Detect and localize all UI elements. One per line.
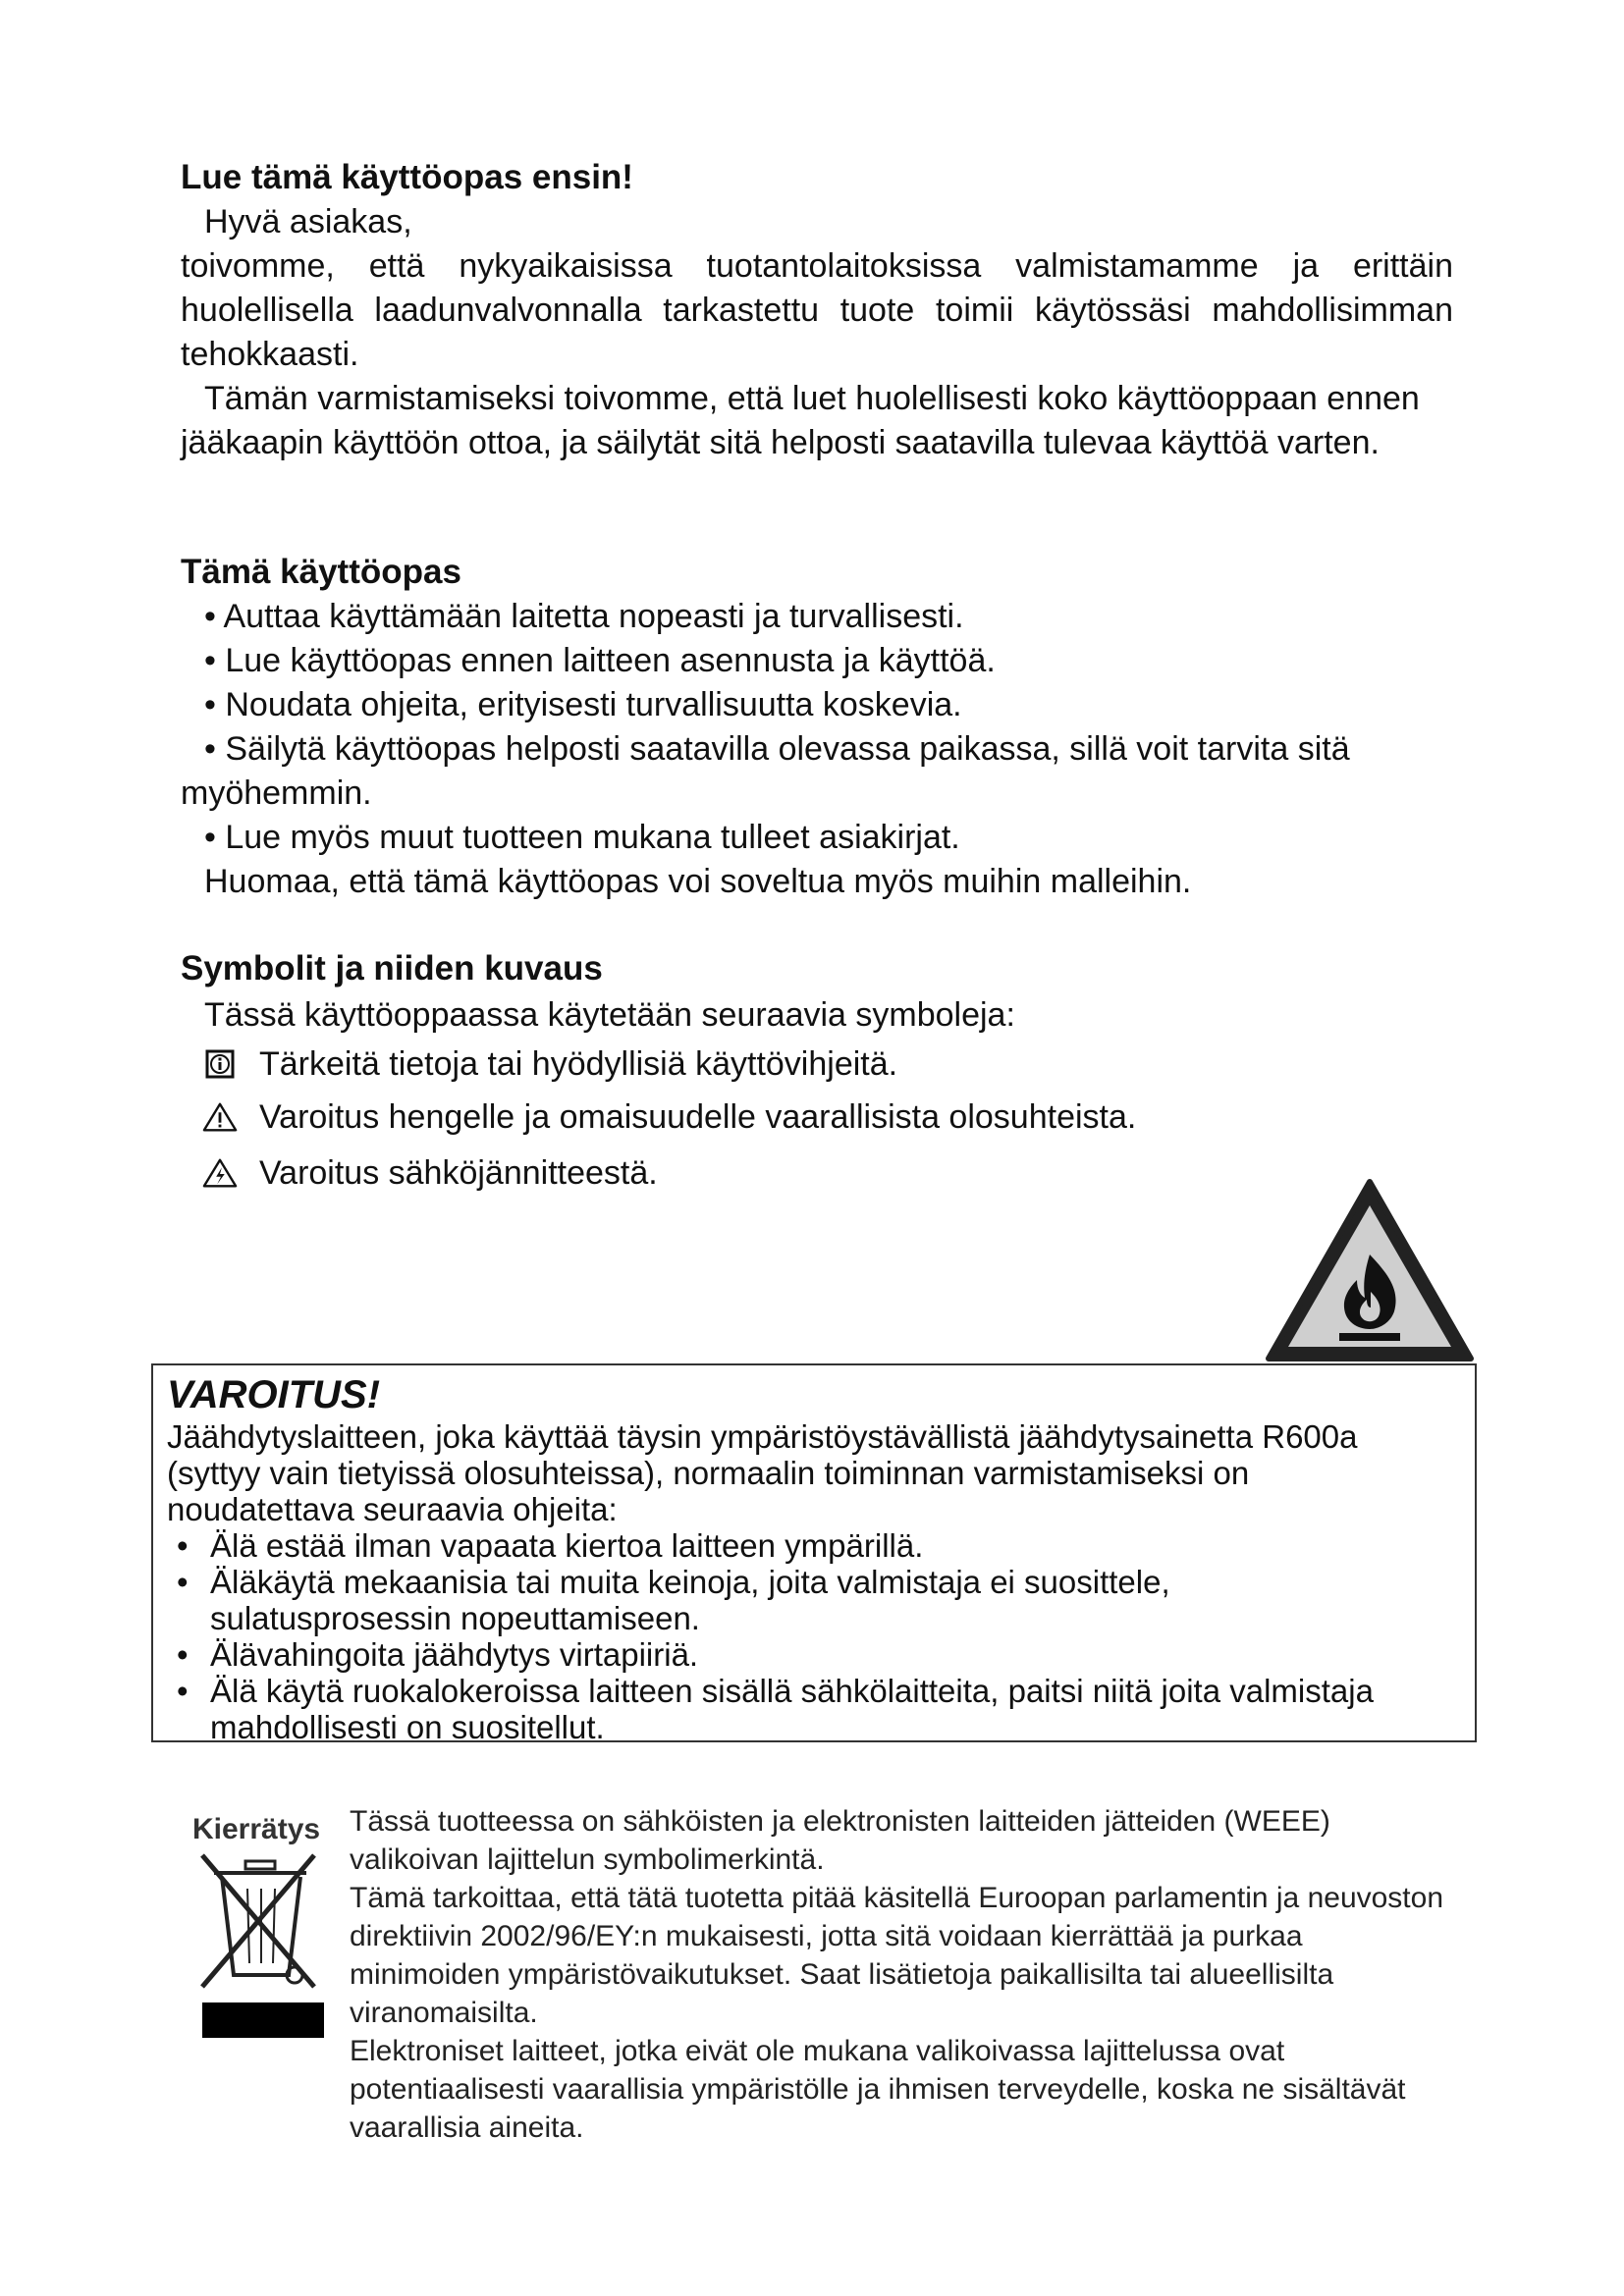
guide-bullet-list [181,595,1457,860]
warning-bullet-list [167,1527,1461,1745]
weee-recycling-symbol [192,1812,340,2048]
symbol-row-warning [181,1090,1457,1145]
info-icon [202,1046,238,1082]
guide-bullet: • Lue käyttöopas ennen laitteen asennusta ja käyttöä. [204,642,996,679]
warning-bullet: • Älä estää ilman vapaata kiertoa laitteen ympärillä. [167,1527,1461,1564]
guide-bullet: • Säilytä käyttöopas helposti saatavilla olevassa paikassa, sillä voit tarvita sitä myöhemmin. [181,730,1350,812]
guide-note: Huomaa, että tämä käyttöopas voi soveltua myös muihin malleihin. [204,863,1192,900]
guide-heading: Tämä käyttöopas [181,553,461,591]
guide-bullet: • Auttaa käyttämään laitetta nopeasti ja turvallisesti. [204,598,964,635]
electric-warning-icon [202,1155,238,1191]
warning-bullet: • Äläkäytä mekaanisia tai muita keinoja, joita valmistaja ei suosittele, sulatusprosessin nopeuttamiseen. [167,1564,1369,1636]
guide-bullet: • Noudata ohjeita, erityisesti turvallisuutta koskevia. [204,686,962,723]
crossed-bin-icon [192,1847,330,2040]
symbol-info-text: Tärkeitä tietoja tai hyödyllisiä käyttövihjeitä. [259,1044,898,1083]
recycling-text-block [350,1802,1459,2147]
symbol-warning-text: Varoitus hengelle ja omaisuudelle vaarallisista olosuhteista. [259,1097,1137,1136]
warning-triangle-icon [202,1099,238,1135]
intro-greeting: Hyvä asiakas, [204,203,412,240]
intro-section [181,155,1457,465]
warning-text: Jäähdytyslaitteen, joka käyttää täysin ympäristöystävällistä jäähdytysainetta R600a (syttyy vain tietyissä olosuhteissa), normaalin toiminnan varmistamiseksi on noudatettava seuraavia ohjeita: [167,1418,1358,1527]
recycling-paragraph-3: Elektroniset laitteet, jotka eivät ole mukana valikoivassa lajittelussa ovat potentiaalisesti vaarallisia ympäristölle ja ihmisen terveydelle, koska ne sisältävät vaarallisia aineita. [350,2035,1406,2144]
intro-paragraph-2: Tämän varmistamiseksi toivomme, että luet huolellisesti koko käyttöoppaan ennen jääkaapin käyttöön ottoa, ja säilytät sitä helposti saatavilla tulevaa käyttöä varten. [181,380,1420,461]
flammable-warning-icon [1263,1176,1477,1364]
symbol-electric-text: Varoitus sähköjännitteestä. [259,1153,658,1192]
symbol-row-info [181,1039,1457,1090]
guide-bullet: • Lue myös muut tuotteen mukana tulleet asiakirjat. [204,819,960,856]
intro-paragraph-1: toivomme, että nykyaikaisissa tuotantolaitoksissa valmistamamme ja erittäin huolellisella laadunvalvonnalla tarkastettu tuote toimii käytössäsi mahdollisimman tehokkaasti. [181,247,1453,373]
symbols-intro: Tässä käyttöoppaassa käytetään seuraavia symboleja: [204,996,1015,1034]
intro-heading: Lue tämä käyttöopas ensin! [181,158,633,196]
warning-bullet: • Älä käytä ruokalokeroissa laitteen sisällä sähkölaitteita, paitsi niitä joita valmistaja mahdollisesti on suositellut. [167,1673,1388,1745]
symbols-heading: Symbolit ja niiden kuvaus [181,949,603,988]
warning-bullet: • Älävahingoita jäähdytys virtapiiriä. [167,1636,1461,1673]
recycling-paragraph-2: Tämä tarkoittaa, että tätä tuotetta pitää käsitellä Euroopan parlamentin ja neuvoston direktiivin 2002/96/EY:n mukaisesti, jotta sitä voidaan kierrättää ja purkaa minimoiden ympäristövaikutukset. Saat lisätietoja paikallisilta tai alueellisilta viranomaisilta. [350,1882,1444,2029]
guide-section [181,550,1457,904]
warning-title: VAROITUS! [167,1373,381,1416]
refrigerant-warning-box [151,1363,1477,1745]
symbols-section [181,946,1457,1201]
recycling-paragraph-1: Tässä tuotteessa on sähköisten ja elektronisten laitteiden jätteiden (WEEE) valikoivan lajittelun symbolimerkintä. [350,1805,1330,1876]
recycling-label: Kierrätys [192,1813,321,1845]
